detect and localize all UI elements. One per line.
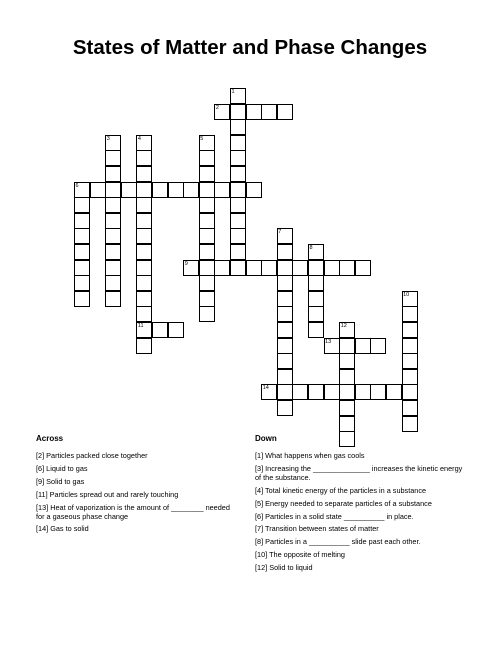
down-heading: Down [255,434,277,443]
crossword-cell[interactable] [308,275,324,291]
crossword-cell[interactable] [355,338,371,354]
crossword-cell[interactable] [199,306,215,322]
crossword-cell[interactable] [246,104,262,120]
clue-text: Gas to solid [50,524,89,534]
crossword-cell[interactable] [230,182,246,198]
crossword-cell[interactable] [105,260,121,276]
crossword-cell[interactable] [277,306,293,322]
clue-number: [14] [36,524,49,534]
crossword-cell[interactable] [136,150,152,166]
clue-number: [2] [36,451,45,460]
crossword-cell[interactable] [136,306,152,322]
clue-text: Particles in a solid state __________ in place. [265,511,414,521]
crossword-cell[interactable] [308,306,324,322]
crossword-cell[interactable] [230,104,246,120]
down-clue [255,550,470,559]
crossword-cell[interactable] [246,260,262,276]
crossword-cell[interactable] [136,275,152,291]
crossword-cell[interactable] [292,260,308,276]
crossword-cell[interactable] [230,119,246,135]
crossword-cell[interactable] [199,228,215,244]
crossword-cell[interactable] [136,260,152,276]
crossword-cell[interactable] [136,166,152,182]
clue-number: [10] [255,550,268,560]
crossword-cell[interactable] [402,369,418,385]
clue-number-label: 14 [262,385,269,392]
crossword-cell[interactable] [339,400,355,416]
crossword-cell[interactable] [277,400,293,416]
crossword-cell[interactable] [339,338,355,354]
clue-text: The opposite of melting [269,550,345,560]
crossword-cell[interactable] [324,260,340,276]
clue-text: Liquid to gas [46,463,88,473]
crossword-cell[interactable] [199,182,215,198]
crossword-cell[interactable] [308,291,324,307]
crossword-cell[interactable] [74,291,90,307]
crossword-cell[interactable] [230,244,246,260]
crossword-cell[interactable] [152,322,168,338]
crossword-cell[interactable] [370,384,386,400]
clue-number: [11] [36,489,48,499]
crossword-cell[interactable] [402,306,418,322]
clue-number: [12] [255,563,268,573]
crossword-cell[interactable] [339,260,355,276]
crossword-cell[interactable] [105,275,121,291]
crossword-cell[interactable] [105,213,121,229]
clue-text: Energy needed to separate particles of a substance [265,498,432,508]
down-clue-list [255,451,470,576]
crossword-cell[interactable] [168,182,184,198]
crossword-cell[interactable] [214,182,230,198]
crossword-cell[interactable] [370,338,386,354]
clue-number-label: 2 [215,104,219,111]
clue-text: Particles packed close together [46,451,148,460]
clue-number-label: 7 [278,229,282,236]
clue-text: What happens when gas cools [265,451,365,460]
crossword-cell[interactable] [230,213,246,229]
crossword-cell[interactable] [261,260,277,276]
clue-text: Transition between states of matter [265,524,379,534]
crossword-cell[interactable] [277,244,293,260]
clue-number: [6] [255,511,264,521]
crossword-cell[interactable] [402,353,418,369]
crossword-cell[interactable] [230,135,246,151]
crossword-cell[interactable] [105,197,121,213]
down-clue [255,499,470,508]
clue-number-label: 4 [137,135,141,142]
clue-number-label: 10 [403,291,410,298]
clue-text: Total kinetic energy of the particles in a substance [265,485,427,495]
crossword-cell[interactable] [136,182,152,198]
crossword-cell[interactable] [136,197,152,213]
crossword-cell[interactable] [308,260,324,276]
crossword-cell[interactable] [105,291,121,307]
crossword-cell[interactable] [152,182,168,198]
across-clue [36,503,236,521]
crossword-cell[interactable] [402,400,418,416]
crossword-cell[interactable] [168,322,184,338]
crossword-cell[interactable] [355,384,371,400]
across-clue [36,524,236,533]
crossword-cell[interactable] [402,416,418,432]
crossword-cell[interactable] [90,182,106,198]
clue-text: Solid to gas [46,476,85,486]
clue-number-label: 6 [75,182,79,189]
crossword-cell[interactable] [214,260,230,276]
across-heading: Across [36,434,64,443]
clue-number-label: 8 [309,245,313,251]
clue-number-label: 11 [137,323,144,329]
crossword-cell[interactable] [386,384,402,400]
crossword-cell[interactable] [277,369,293,385]
clue-number: [5] [255,498,264,508]
crossword-cell[interactable] [277,260,293,276]
crossword-cell[interactable] [230,150,246,166]
crossword-cell[interactable] [402,384,418,400]
across-clue [36,490,236,499]
clue-number: [7] [255,524,264,534]
crossword-cell[interactable] [230,260,246,276]
clue-number: [13] [36,502,49,512]
crossword-cell[interactable] [355,260,371,276]
clue-text: Heat of vaporization is the amount of ________ needed for a gaseous phase change [36,502,230,521]
crossword-cell[interactable] [199,166,215,182]
crossword-cell[interactable] [74,260,90,276]
down-clue [255,563,470,572]
crossword-cell[interactable] [339,369,355,385]
clue-number-label: 1 [231,89,235,95]
clue-number-label: 13 [325,338,332,345]
clue-number-label: 5 [200,135,204,142]
crossword-cell[interactable] [199,150,215,166]
crossword-cell[interactable] [74,228,90,244]
down-clue [255,512,470,521]
clue-number: [3] [255,463,264,473]
crossword-cell[interactable] [324,384,340,400]
crossword-cell[interactable] [74,213,90,229]
clue-text: Increasing the ______________ increases the kinetic energy of the substance. [255,463,463,482]
crossword-cell[interactable] [402,322,418,338]
crossword-cell[interactable] [136,338,152,354]
crossword-cell[interactable] [136,291,152,307]
crossword-cell[interactable] [339,431,355,447]
across-clue [36,464,236,473]
clue-number-label: 3 [106,135,110,142]
crossword-cell[interactable] [74,197,90,213]
crossword-cell[interactable] [74,244,90,260]
across-clue [36,451,236,460]
down-clue [255,524,470,533]
down-clue [255,464,470,482]
crossword-cell[interactable] [230,228,246,244]
crossword-cell[interactable] [105,150,121,166]
crossword-cell[interactable] [199,197,215,213]
crossword-cell[interactable] [277,322,293,338]
crossword-cell[interactable] [277,275,293,291]
clue-number-label: 9 [184,260,188,267]
crossword-cell[interactable] [121,182,137,198]
crossword-cell[interactable] [199,244,215,260]
crossword-cell[interactable] [277,291,293,307]
across-clue [36,477,236,486]
clue-text: Solid to liquid [269,563,313,573]
crossword-cell[interactable] [199,291,215,307]
clue-text: Particles in a __________ slide past each other. [265,537,421,547]
crossword-cell[interactable] [308,384,324,400]
crossword-cell[interactable] [136,213,152,229]
across-clue-list [36,451,236,537]
crossword-cell[interactable] [292,384,308,400]
crossword-cell[interactable] [199,275,215,291]
crossword-cell[interactable] [105,244,121,260]
down-clue [255,451,470,460]
crossword-cell[interactable] [230,197,246,213]
crossword-cell[interactable] [230,166,246,182]
clue-number: [8] [255,537,264,547]
crossword-cell[interactable] [199,213,215,229]
down-clue [255,486,470,495]
crossword-cell[interactable] [105,166,121,182]
crossword-cell[interactable] [308,322,324,338]
clue-number: [1] [255,451,264,460]
clue-number: [9] [36,476,45,486]
page-title: States of Matter and Phase Changes [72,36,428,59]
crossword-cell[interactable] [339,384,355,400]
clue-text: Particles spread out and rarely touching [49,489,179,499]
crossword-cell[interactable] [136,244,152,260]
clue-number: [6] [36,463,45,473]
crossword-cell[interactable] [277,353,293,369]
crossword-cell[interactable] [339,353,355,369]
crossword-cell[interactable] [339,416,355,432]
crossword-cell[interactable] [105,182,121,198]
crossword-cell[interactable] [402,338,418,354]
crossword-cell[interactable] [199,260,215,276]
crossword-cell[interactable] [277,338,293,354]
crossword-cell[interactable] [136,228,152,244]
crossword-cell[interactable] [74,275,90,291]
down-clue [255,537,470,546]
clue-number-label: 12 [340,323,347,329]
crossword-cell[interactable] [261,104,277,120]
crossword-cell[interactable] [183,182,199,198]
crossword-cell[interactable] [277,384,293,400]
crossword-cell[interactable] [246,182,262,198]
crossword-cell[interactable] [105,228,121,244]
clue-number: [4] [255,485,264,495]
crossword-cell[interactable] [277,104,293,120]
